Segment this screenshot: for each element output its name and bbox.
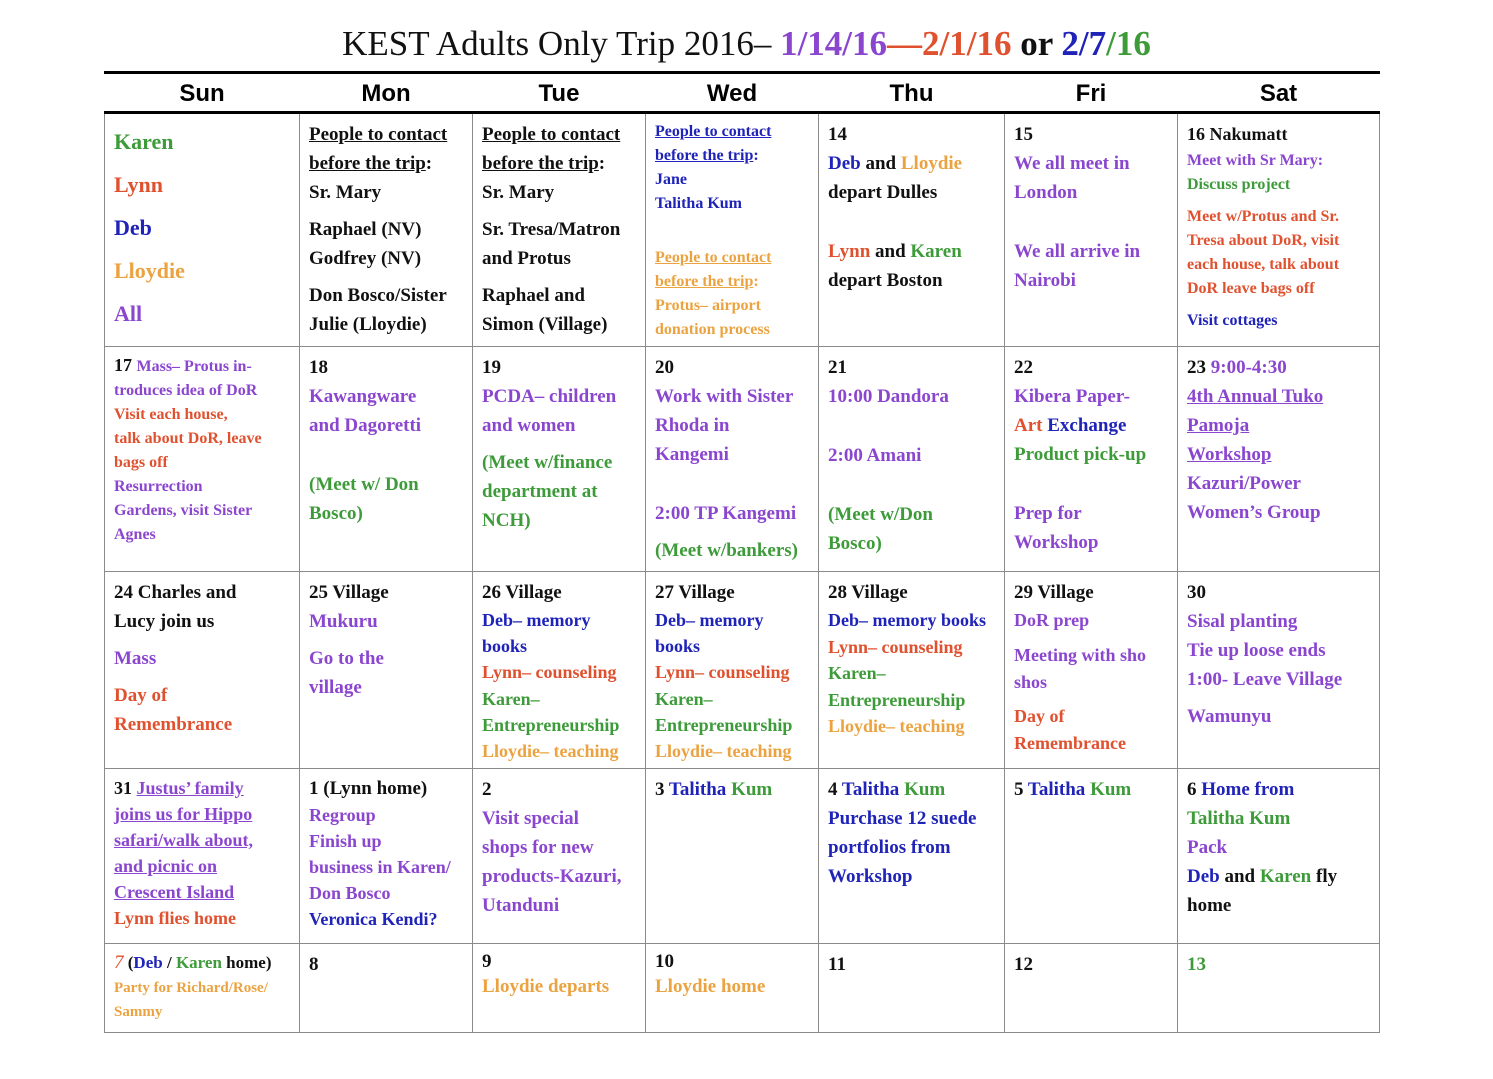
event-line: 2:00 Amani [828, 445, 922, 466]
day-cell-30 [1178, 572, 1380, 769]
event-line: Lloydie– teaching [482, 741, 619, 761]
event-line: Don Bosco [309, 883, 391, 903]
day-number: 15 [1014, 124, 1033, 145]
event-line: Kazuri/Power [1187, 473, 1301, 494]
event-line: (Meet w/Don [828, 504, 933, 525]
event-line: shos [1014, 672, 1048, 692]
event-line: Workshop [828, 866, 913, 887]
event-link-line: Pamoja [1187, 415, 1250, 436]
day-cell-10 [646, 944, 819, 1033]
event-line: depart Boston [828, 270, 943, 291]
name-lynn: Lynn [828, 241, 871, 262]
contacts-heading-2: before the trip [309, 153, 426, 174]
word-and: and [860, 153, 901, 174]
name-deb: Deb [1187, 866, 1220, 887]
event-line: 25 Village [309, 582, 389, 603]
weekday-tue: Tue [538, 80, 580, 107]
contacts-heading-1: People to contact [655, 123, 772, 140]
contact-line: Jane [655, 171, 687, 188]
day-cell-16 [1178, 113, 1380, 347]
event-word: Talitha [841, 779, 900, 800]
event-line: DoR prep [1014, 610, 1090, 630]
day-cell-8 [300, 944, 473, 1033]
day-number: 13 [1187, 954, 1206, 975]
event-line: Veronica Kendi? [309, 909, 438, 929]
day-cell-25 [300, 572, 473, 769]
day-number: 7 [114, 952, 124, 973]
title-dash: — [887, 24, 923, 63]
event-link-line: Justus’ family [136, 778, 244, 798]
event-line: books [655, 636, 701, 656]
event-line: Kawangware [309, 386, 417, 407]
event-line: Wamunyu [1187, 706, 1272, 727]
title-prefix: KEST Adults Only Trip 2016– [342, 24, 781, 63]
event-line: each house, talk about [1187, 256, 1340, 273]
event-line: 28 Village [828, 582, 908, 603]
event-line: Sammy [114, 1004, 163, 1020]
slash: / [162, 953, 176, 972]
event-line: Visit special [482, 808, 579, 829]
colon: : [425, 153, 433, 174]
title-or: or [1011, 24, 1062, 63]
weekday-sat: Sat [1259, 80, 1298, 107]
day-number: 2 [482, 779, 492, 800]
day-cell-17 [105, 347, 300, 572]
day-cell-12 [1005, 944, 1178, 1033]
day-cell-13 [1178, 944, 1380, 1033]
event-line: Karen– [828, 663, 886, 683]
calendar-table [104, 77, 1380, 1033]
event-line: Tresa about DoR, visit [1187, 232, 1340, 249]
day-cell-19 [473, 347, 646, 572]
event-line: Rhoda in [655, 415, 730, 436]
event-line: Kangemi [655, 444, 729, 465]
contacts-heading-2: before the trip [655, 147, 754, 164]
event-line: Mass [114, 648, 157, 669]
event-word: Art [1014, 415, 1043, 436]
event-line: Lynn– counseling [482, 662, 617, 682]
event-link-line: joins us for Hippo [114, 804, 253, 824]
day-number: 18 [309, 357, 328, 378]
event-link-line: 4th Annual Tuko [1187, 386, 1324, 407]
weekday-wed: Wed [706, 80, 758, 107]
event-line: Visit cottages [1187, 312, 1278, 329]
event-line: London [1014, 182, 1078, 203]
event-line: Entrepreneurship [655, 715, 793, 735]
event-line: Tie up loose ends [1187, 640, 1326, 661]
contact-line: Talitha Kum [655, 195, 742, 212]
day-number: 19 [482, 357, 501, 378]
event-line: (Meet w/ Don [309, 474, 419, 495]
day-number: 16 Nakumatt [1187, 124, 1288, 144]
event-line: Remembrance [1014, 733, 1126, 753]
contact-line: Sr. Tresa/Matron [482, 219, 621, 240]
event-line: Utanduni [482, 895, 560, 916]
event-word: Kum [899, 779, 946, 800]
day-cell-14 [819, 113, 1005, 347]
event-line: Kibera Paper- [1014, 386, 1130, 407]
event-line: Sisal planting [1187, 611, 1298, 632]
contact-line: and Protus [482, 248, 571, 269]
member-deb: Deb [114, 215, 152, 240]
day-cell-5 [1005, 769, 1178, 944]
event-line: Karen– [482, 689, 540, 709]
member-karen: Karen [114, 129, 174, 154]
name-karen: Karen [175, 953, 222, 972]
event-line: Entrepreneurship [482, 715, 620, 735]
event-line: Lloydie– teaching [655, 741, 792, 761]
contact-line: Simon (Village) [482, 314, 608, 335]
event-word: Exchange [1042, 415, 1127, 436]
day-number: 12 [1014, 954, 1033, 975]
day-cell-18 [300, 347, 473, 572]
day-number: 9 [482, 951, 492, 972]
event-line: Home from [1201, 779, 1295, 800]
day-cell-29 [1005, 572, 1178, 769]
title-alt-date-b: /16 [1106, 24, 1151, 63]
event-line: Bosco) [309, 503, 363, 524]
day-cell-6 [1178, 769, 1380, 944]
day-cell-7 [105, 944, 300, 1033]
day-number: 5 [1014, 779, 1028, 800]
weekday-header-row [105, 77, 1380, 113]
event-line: 1:00- Leave Village [1187, 669, 1343, 690]
event-line: Discuss project [1187, 176, 1291, 193]
contact-line: Sr. Mary [309, 182, 382, 203]
day-cell-23 [1178, 347, 1380, 572]
name-deb: Deb [828, 153, 861, 174]
word-and: and [1219, 866, 1260, 887]
event-line: Go to the [309, 648, 384, 669]
day-number: 20 [655, 357, 674, 378]
event-line: Lynn flies home [114, 908, 237, 928]
event-line: talk about DoR, leave [114, 430, 262, 447]
contact-line: Raphael (NV) [309, 219, 422, 240]
header-top-rule [104, 71, 1380, 74]
event-line: Day of [1014, 706, 1065, 726]
cell-contacts-wed [646, 113, 819, 347]
weekday-fri: Fri [1075, 80, 1107, 107]
event-line: 24 Charles and [114, 582, 237, 603]
event-line: Lynn– counseling [655, 662, 790, 682]
day-cell-27 [646, 572, 819, 769]
title-start-date: 1/14/16 [780, 24, 888, 63]
colon: : [598, 153, 606, 174]
event-line: Deb– memory [482, 610, 591, 630]
event-word: Talitha [1027, 779, 1086, 800]
event-line: depart Dulles [828, 182, 938, 203]
event-line: shops for new [482, 837, 594, 858]
contact-line: donation process [655, 321, 770, 338]
event-line: Deb– memory [655, 610, 764, 630]
week-row-5 [105, 944, 1380, 1033]
event-line: Women’s Group [1187, 502, 1321, 523]
week-row-2 [105, 347, 1380, 572]
event-line: NCH) [482, 510, 531, 531]
day-number: 17 [114, 355, 137, 375]
event-line: Finish up [309, 831, 382, 851]
event-time: 9:00-4:30 [1210, 357, 1287, 378]
event-line: We all meet in [1014, 153, 1130, 174]
event-line: Day of [114, 685, 168, 706]
day-number: 21 [828, 357, 847, 378]
contact-line: Don Bosco/Sister [309, 285, 447, 306]
contacts-heading-2: before the trip [482, 153, 599, 174]
week-row-3 [105, 572, 1380, 769]
event-word: Talitha [668, 779, 727, 800]
day-cell-22 [1005, 347, 1178, 572]
event-line: PCDA– children [482, 386, 617, 407]
event-line: Talitha Kum [1187, 808, 1291, 829]
day-number: 3 [655, 779, 669, 800]
event-link-line: safari/walk about, [114, 830, 254, 850]
day-number: 30 [1187, 582, 1206, 603]
event-line: Purchase 12 suede [828, 808, 977, 829]
event-line: Lynn– counseling [828, 637, 963, 657]
member-lloydie: Lloydie [114, 258, 185, 283]
event-line: business in Karen/ [309, 857, 451, 877]
event-link-line: and picnic on [114, 856, 218, 876]
contact-line: Godfrey (NV) [309, 248, 422, 269]
day-cell-2 [473, 769, 646, 944]
event-line: Deb– memory books [828, 610, 986, 630]
event-line: Bosco) [828, 533, 882, 554]
event-line: Meeting with sho [1014, 645, 1146, 665]
cell-contacts-tue [473, 113, 646, 347]
day-cell-21 [819, 347, 1005, 572]
name-karen: Karen [1259, 866, 1312, 887]
event-line: Pack [1187, 837, 1228, 858]
event-line: (Meet w/finance [482, 452, 613, 473]
event-line: Agnes [114, 526, 156, 543]
event-line: 10:00 Dandora [828, 386, 949, 407]
cell-contacts-mon [300, 113, 473, 347]
day-cell-1 [300, 769, 473, 944]
event-word: Kum [726, 779, 773, 800]
event-line: 26 Village [482, 582, 562, 603]
event-line: Work with Sister [655, 386, 794, 407]
page-title [0, 22, 1493, 66]
name-lloydie: Lloydie [900, 153, 963, 174]
contact-line: Protus– airport [655, 297, 761, 314]
event-line: 1 (Lynn home) [309, 778, 428, 799]
weekday-sun: Sun [179, 80, 225, 107]
contact-line: Sr. Mary [482, 182, 555, 203]
event-line: and Dagoretti [309, 415, 422, 436]
day-cell-24 [105, 572, 300, 769]
event-line: 27 Village [655, 582, 735, 603]
event-line: Lloydie home [655, 976, 766, 997]
word-and: and [870, 241, 911, 262]
event-link-line: Workshop [1187, 444, 1272, 465]
event-line: Prep for [1014, 503, 1082, 524]
event-line: Entrepreneurship [828, 690, 966, 710]
event-line: Product pick-up [1014, 444, 1147, 465]
title-end-date: 2/1/16 [922, 24, 1012, 63]
event-line: Gardens, visit Sister [114, 502, 253, 519]
colon: : [753, 147, 759, 164]
event-link-line: Crescent Island [114, 882, 235, 902]
day-number: 4 [828, 779, 842, 800]
event-line: Karen– [655, 689, 713, 709]
event-line: We all arrive in [1014, 241, 1141, 262]
event-line: village [309, 677, 362, 698]
event-word: Kum [1085, 779, 1132, 800]
title-alt-date-a: 2/7 [1061, 24, 1107, 63]
event-line: DoR leave bags off [1187, 280, 1315, 297]
event-line: books [482, 636, 528, 656]
event-line: Nairobi [1014, 270, 1076, 291]
member-lynn: Lynn [114, 172, 163, 197]
day-number: 31 [114, 778, 137, 798]
word-fly: fly [1311, 866, 1338, 887]
day-cell-15 [1005, 113, 1178, 347]
day-cell-11 [819, 944, 1005, 1033]
event-line: 29 Village [1014, 582, 1094, 603]
contacts-heading-2: before the trip [655, 273, 754, 290]
member-all: All [114, 301, 143, 326]
day-cell-3 [646, 769, 819, 944]
day-number: 6 [1187, 779, 1202, 800]
contacts-heading-1: People to contact [309, 124, 448, 145]
event-line: home [1187, 895, 1232, 916]
event-line: Meet with Sr Mary: [1187, 152, 1324, 169]
day-cell-28 [819, 572, 1005, 769]
event-line: Visit each house, [114, 406, 228, 423]
event-line: Lucy join us [114, 611, 215, 632]
event-line: products-Kazuri, [482, 866, 622, 887]
paren: ( [123, 953, 134, 972]
day-number: 8 [309, 954, 319, 975]
name-karen: Karen [910, 241, 962, 262]
day-number: 14 [828, 124, 847, 145]
event-line: (Meet w/bankers) [655, 540, 798, 561]
event-line: bags off [114, 454, 168, 471]
day-number: 11 [828, 954, 846, 975]
name-deb: Deb [133, 953, 163, 972]
contact-line: Julie (Lloydie) [309, 314, 427, 335]
event-line: portfolios from [828, 837, 951, 858]
event-line: Party for Richard/Rose/ [114, 980, 268, 996]
event-line: Regroup [309, 805, 376, 825]
event-line: Mass– Protus in- [136, 358, 252, 375]
event-line: Lloydie– teaching [828, 716, 965, 736]
day-cell-31 [105, 769, 300, 944]
day-cell-20 [646, 347, 819, 572]
week-row-4 [105, 769, 1380, 944]
event-line: 2:00 TP Kangemi [655, 503, 797, 524]
contacts-heading-1: People to contact [655, 249, 772, 266]
event-line: Lloydie departs [482, 976, 610, 997]
week-row-1 [105, 113, 1380, 347]
event-line: Meet w/Protus and Sr. [1187, 208, 1339, 225]
day-cell-9 [473, 944, 646, 1033]
weekday-mon: Mon [361, 80, 411, 107]
day-number: 22 [1014, 357, 1033, 378]
word-home: home) [221, 953, 272, 972]
event-line: and women [482, 415, 576, 436]
contacts-heading-1: People to contact [482, 124, 621, 145]
day-cell-4 [819, 769, 1005, 944]
event-line: troduces idea of DoR [114, 382, 258, 399]
weekday-thu: Thu [889, 80, 934, 107]
cell-team [105, 113, 300, 347]
event-line: Remembrance [114, 714, 233, 735]
event-line: department at [482, 481, 598, 502]
day-cell-26 [473, 572, 646, 769]
colon: : [753, 273, 759, 290]
day-number: 10 [655, 951, 674, 972]
event-line: Resurrection [114, 478, 203, 495]
contact-line: Raphael and [482, 285, 585, 306]
day-number: 23 [1187, 357, 1211, 378]
event-line: Workshop [1014, 532, 1099, 553]
event-line: Mukuru [309, 611, 378, 632]
